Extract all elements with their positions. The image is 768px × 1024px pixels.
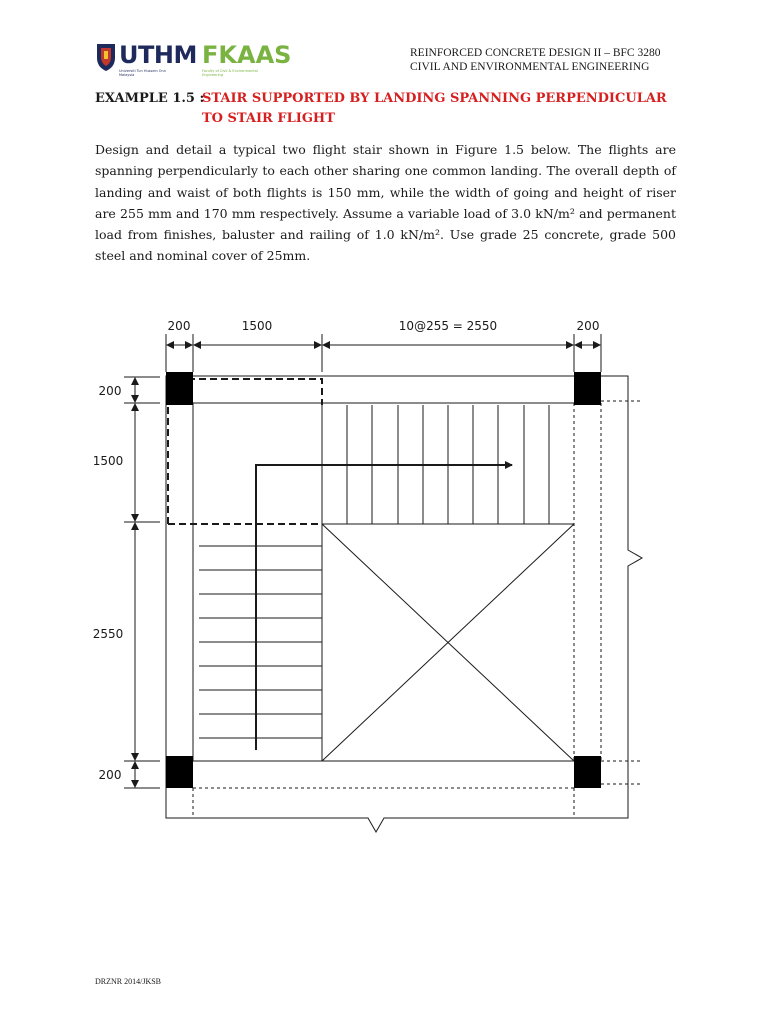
walk-direction-arrow bbox=[256, 465, 512, 750]
dim-label-left: 2550 bbox=[92, 627, 124, 641]
dim-label-top: 10@255 = 2550 bbox=[398, 319, 498, 333]
dim-label-top: 200 bbox=[167, 319, 191, 333]
column-bottom-right bbox=[574, 756, 601, 788]
course-title: REINFORCED CONCRETE DESIGN II – BFC 3280 bbox=[410, 47, 661, 59]
uthm-logo-text: UTHM bbox=[119, 41, 197, 69]
example-label: EXAMPLE 1.5 : bbox=[95, 91, 205, 106]
fkaas-logo-subtitle: Faculty of Civil & Environmental Engineering bbox=[202, 69, 258, 77]
fkaas-logo-text: FKAAS bbox=[202, 41, 292, 69]
dim-label-left: 200 bbox=[98, 768, 122, 782]
problem-statement: Design and detail a typical two flight stair shown in Figure 1.5 below. The flights are spanning perpendicularly to each other sharing one common landing. The overall depth of landing and waist of both flights is 150 mm, while the width of going and height of riser are 255 mm and 170 mm respectively. Assume a variable load of 3.0 kN/m² and permanent load from finishes, baluster and railing of 1.0 kN/m². Use grade 25 concrete, grade 500 steel and nominal cover of 25mm. bbox=[95, 142, 676, 264]
column-top-right bbox=[574, 372, 601, 405]
lower-flight-treads bbox=[199, 546, 322, 738]
dim-label-top: 200 bbox=[576, 319, 600, 333]
column-bottom-left bbox=[166, 756, 193, 788]
dim-label-left: 1500 bbox=[92, 454, 124, 468]
page-footer: DRZNR 2014/JKSB bbox=[95, 977, 162, 986]
example-title: STAIR SUPPORTED BY LANDING SPANNING PERPENDICULAR TO STAIR FLIGHT bbox=[202, 91, 667, 126]
column-top-left bbox=[166, 372, 193, 405]
dim-label-top: 1500 bbox=[241, 319, 273, 333]
department-title: CIVIL AND ENVIRONMENTAL ENGINEERING bbox=[410, 61, 650, 73]
uthm-logo-subtitle: Universiti Tun Hussein Onn Malaysia bbox=[119, 69, 166, 77]
dim-label-left: 200 bbox=[98, 384, 122, 398]
outer-wall-outline bbox=[166, 376, 642, 832]
